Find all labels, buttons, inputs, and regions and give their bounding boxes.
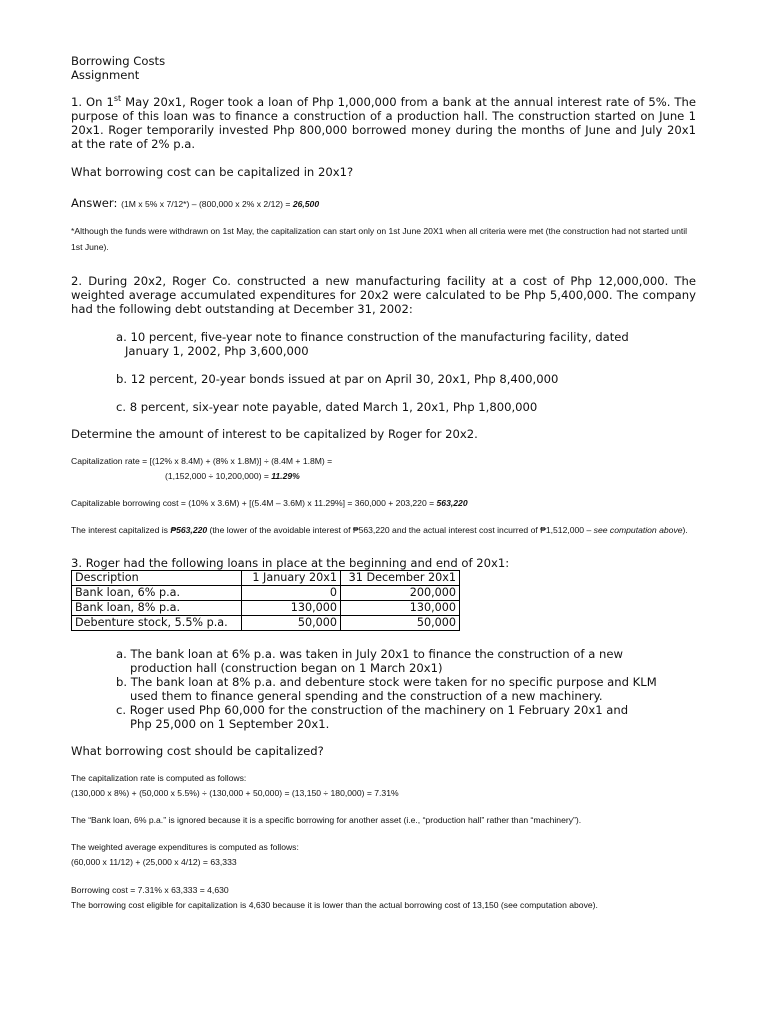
q3-cap-rate-title: The capitalization rate is computed as follows: [71,773,247,783]
q3-item-c [116,703,696,731]
document-page [71,54,696,913]
document-subtitle: Assignment [71,68,140,82]
q2-item-c-line1: c. 8 percent, six-year note payable, dated March 1, 20x1, Php 1,800,000 [116,400,538,414]
q1-question: What borrowing cost can be capitalized in 20x1? [71,165,354,179]
q2-item-b-line1: b. 12 percent, 20-year bonds issued at par on April 30, 20x1, Php 8,400,000 [116,372,559,386]
q2-item-b [116,372,696,386]
table-cell: 200,000 [341,586,460,601]
table-cell: Debenture stock, 5.5% p.a. [72,616,242,631]
table-header-description: Description [72,571,242,586]
table-row [72,586,460,601]
q2-interest-value: ₱563,220 [170,525,208,535]
q2-interest-end: ). [682,525,688,535]
q2-item-a [116,330,696,358]
table-row [72,601,460,616]
q1-text: May 20x1, Roger took a loan of Php 1,000,000 from a bank at the annual interest rate of 5%. The purpose of this loan was to finance a construction of a production hall. The construction started on June 1 20x1. Roger temporarily invested Php 800,000 borrowed money during the months of June and July 20x1 at the rate of 2% p.a. [71,95,696,151]
q3-eligible-note: The borrowing cost eligible for capitalization is 4,630 because it is lower than the actual borrowing cost of 13,150 (see computation above). [71,900,598,910]
q3-conclusion [71,883,696,913]
q3-item-a [116,647,696,675]
q3-wae [71,840,696,870]
q3-wae-formula: (60,000 x 11/12) + (25,000 x 4/12) = 63,333 [71,857,237,867]
q1-answer-formula: (1M x 5% x 7/12*) – (800,000 x 2% x 2/12) = [121,199,293,209]
q1-prefix: 1. On 1 [71,95,114,109]
q2-item-a-line1: a. 10 percent, five-year note to finance construction of the manufacturing facility, dated [116,330,629,344]
q2-cap-rate [71,454,696,484]
q2-cap-cost-text: Capitalizable borrowing cost = (10% x 3.6M) + [(5.4M – 3.6M) x 11.29%] = 360,000 + 203,220 = [71,498,437,508]
table-cell: Bank loan, 6% p.a. [72,586,242,601]
table-header-dec: 31 December 20x1 [341,571,460,586]
q1-paragraph [71,95,696,151]
q3-item-b [116,675,696,703]
q2-cap-rate-value: 11.29% [271,471,300,481]
table-cell: 130,000 [242,601,341,616]
q3-item-b-line1: b. The bank loan at 8% p.a. and debenture stock were taken for no specific purpose and KLM [116,675,657,689]
q2-cap-rate-line2 [71,469,696,484]
q2-interest-pre: The interest capitalized is [71,525,171,535]
q3-question: What borrowing cost should be capitalized? [71,744,324,758]
q1-answer-label: Answer: [71,196,122,210]
q3-paragraph: 3. Roger had the following loans in place at the beginning and end of 20x1: [71,556,510,570]
table-header-jan: 1 January 20x1 [242,571,341,586]
q1-answer-value: 26,500 [292,199,320,209]
table-header-row [72,571,460,586]
q2-cap-rate-line1: Capitalization rate = [(12% x 8.4M) + (8% x 1.8M)] ÷ (8.4M + 1.8M) = [71,456,333,466]
table-row [72,616,460,631]
table-cell: 130,000 [341,601,460,616]
q2-question: Determine the amount of interest to be capitalized by Roger for 20x2. [71,427,478,441]
q3-item-a-line1: a. The bank loan at 6% p.a. was taken in July 20x1 to finance the construction of a new [116,647,623,661]
q2-cap-rate-formula: (1,152,000 ÷ 10,200,000) = [165,471,272,481]
q3-cap-rate [71,771,696,801]
q3-list [116,647,696,731]
document-title: Borrowing Costs [71,54,166,68]
q2-interest-mid: (the lower of the avoidable interest of ₱563,220 and the actual interest cost incurred of ₱1,512,000 – [207,525,594,535]
q3-borrowing-cost: Borrowing cost = 7.31% x 63,333 = 4,630 [71,885,229,895]
q2-cap-cost-value: 563,220 [436,498,468,508]
q3-ignored-note: The “Bank loan, 6% p.a.” is ignored because it is a specific borrowing for another asset (i.e., “production hall” rather than “machinery”). [71,815,582,825]
q2-item-a-line2: January 1, 2002, Php 3,600,000 [125,344,309,358]
q2-list [116,330,696,414]
q1-note: *Although the funds were withdrawn on 1st May, the capitalization can start only on 1st June 20X1 when all criteria were met (the construction had not started until 1st June). [71,226,688,252]
q3-item-b-line2: used them to finance general spending and the construction of a new machinery. [130,689,603,703]
q1-answer [71,192,696,211]
q2-cap-cost [71,497,696,510]
q3-cap-rate-formula: (130,000 x 8%) + (50,000 x 5.5%) ÷ (130,000 + 50,000) = (13,150 ÷ 180,000) = 7.31% [71,788,399,798]
q2-item-c [116,400,696,414]
q1-sup: st [113,94,122,104]
q3-wae-title: The weighted average expenditures is computed as follows: [71,842,299,852]
table-cell: 50,000 [341,616,460,631]
loans-table [71,570,460,631]
table-cell: 0 [242,586,341,601]
q2-interest-note [71,522,696,538]
q3-item-a-line2: production hall (construction began on 1 March 20x1) [130,661,443,675]
q2-paragraph: 2. During 20x2, Roger Co. constructed a new manufacturing facility at a cost of Php 12,000,000. The weighted average accumulated expenditures for 20x2 were calculated to be Php 5,400,000. The company had the following debt outstanding at December 31, 2002: [71,274,696,316]
table-cell: 50,000 [242,616,341,631]
table-cell: Bank loan, 8% p.a. [72,601,242,616]
q2-interest-see: see computation above [593,525,683,535]
q3-item-c-line2: Php 25,000 on 1 September 20x1. [130,717,330,731]
q3-item-c-line1: c. Roger used Php 60,000 for the construction of the machinery on 1 February 20x1 and [116,703,629,717]
